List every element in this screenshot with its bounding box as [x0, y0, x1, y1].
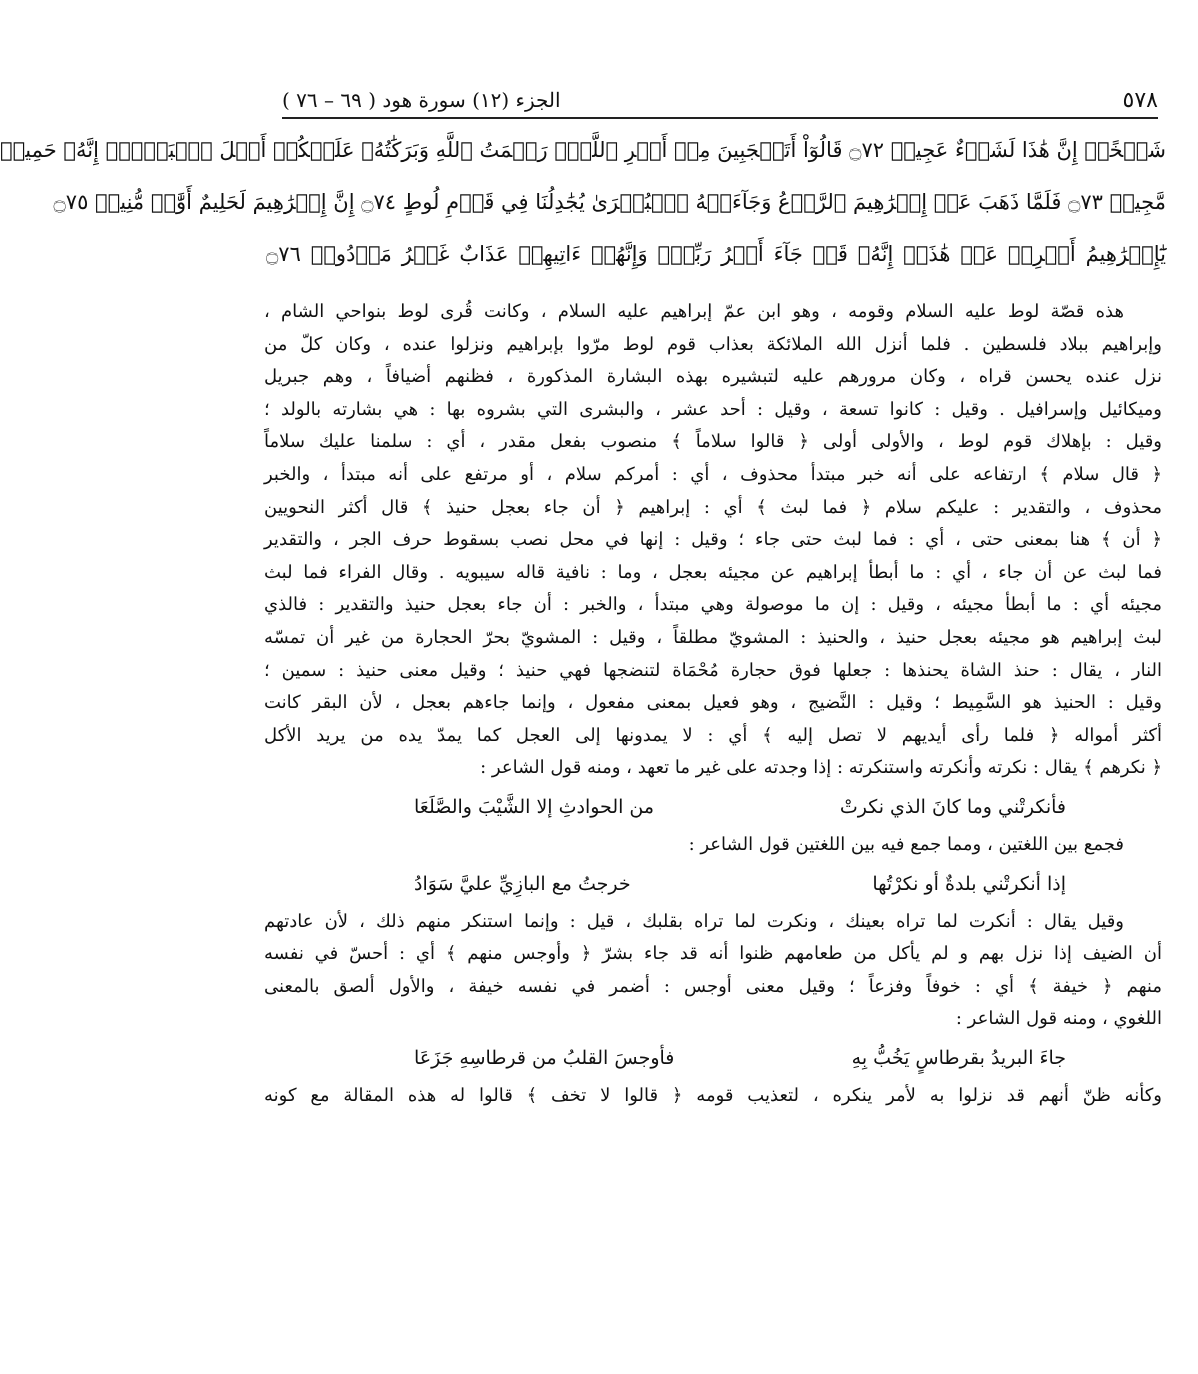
text-line: أكثر أمواله ﴿ فلما رأى أيديهم لا تصل إليه ﴾ أي : لا يمدونها إلى العجل كما يمدّ يده من يريد الأكل: [264, 724, 1162, 746]
poem-hemistich: فأوجسَ القلبُ من قرطاسِهِ جَزَعَا: [414, 1046, 675, 1069]
poem-hemistich: خرجتُ مع البازِيِّ عليَّ سَوَادُ: [414, 872, 631, 895]
text-line: وقيل : الحنيذ هو السَّمِيط ؛ وقيل : النَّضيج ، وهو فعيل بمعنى مفعول ، وإنما جاءهم بعجل ، لأن البقر كانت: [264, 692, 1162, 714]
poem-verse: [264, 862, 1162, 906]
text-line: لبث إبراهيم هو مجيئه بعجل حنيذ ، والحنيذ : المشويّ مطلقاً ، وقيل : المشويّ بحرّ الحجارة من غير أن تمسّه: [264, 626, 1162, 648]
text-line: ﴿ أن ﴾ هنا بمعنى حتى ، أي : فما لبث حتى جاء ؛ وقيل : إنها في محل نصب بسقوط حرف الجر ، والتقدير: [264, 529, 1162, 551]
text-line: فجمع بين اللغتين ، ومما جمع فيه بين اللغتين قول الشاعر :: [688, 833, 1124, 855]
text-line: وميكائيل وإسرافيل . وقيل : كانوا تسعة ، وقيل : أحد عشر ، والبشرى التي بشروه بها : هي بشارته بالولد ؛: [264, 398, 1162, 420]
text-line: أن الضيف إذا نزل بهم و لم يأكل من طعامهم ظنوا أنه قد جاء بشرّ ﴿ وأوجس منهم ﴾ أي : أحسّ في نفسه: [264, 943, 1162, 965]
verse-line: مَّجِيدٞ ۝٧٣ فَلَمَّا ذَهَبَ عَنۡ إِبۡرَٰهِيمَ ٱلرَّوۡعُ وَجَآءَتۡهُ ٱلۡبُشۡرَىٰ يُجَٰدِلُنَا فِي قَوۡمِ لُوطٍ ۝٧٤ إِنَّ إِبۡرَٰهِيمَ لَحَلِيمٌ أَوَّٰهٞ مُّنِيبٞ ۝٧٥: [53, 190, 1166, 214]
quran-verses: [0, 124, 1166, 280]
text-line: نزل عنده يحسن قراه ، وكان مرورهم عليه لتبشيره بهذه البشارة المذكورة ، فظنهم أضيافاً ، وهم جبريل: [264, 366, 1162, 388]
header-rule: [282, 117, 1158, 119]
verse-line: يَٰٓإِبۡرَٰهِيمُ أَعۡرِضۡ عَنۡ هَٰذَآۖ إِنَّهُۥ قَدۡ جَآءَ أَمۡرُ رَبِّكَۖ وَإِنَّهُمۡ ءَاتِيهِمۡ عَذَابٌ غَيۡرُ مَرۡدُودٖ ۝٧٦: [266, 242, 1166, 266]
poem-hemistich: إذا أنكرتْني بلدةٌ أو نكرْتُها: [872, 872, 1066, 895]
text-line: ﴿ قال سلام ﴾ ارتفاعه على أنه خبر مبتدأ محذوف ، أي : أمركم سلام ، أو مرتفع على أنه مبتدأ ، والخبر: [264, 463, 1162, 485]
page-header: [282, 84, 1158, 114]
text-line: مجيئه أي : ما أبطأ مجيئه ، وقيل : إن ما موصولة وهي مبتدأ ، والخبر : أن جاء بعجل حنيذ والتقدير : فالذي: [264, 594, 1162, 616]
text-line: ﴿ نكرهم ﴾ يقال : نكرته وأنكرته واستنكرته : إذا وجدته على غير ما تعهد ، ومنه قول الشاعر :: [480, 757, 1162, 779]
text-line: وكأنه ظنّ أنهم قد نزلوا به لأمر ينكره ، لتعذيب قومه ﴿ قالوا لا تخف ﴾ قالوا له هذه المقالة مع كونه: [264, 1084, 1163, 1106]
poem-verse: [264, 785, 1162, 829]
poem-hemistich: جاءَ البريدُ بقرطاسٍ يَخُبُّ بِهِ: [851, 1046, 1066, 1069]
commentary-body: [264, 296, 1162, 1112]
poem-hemistich: فأنكرتْني وما كانَ الذي نكرتْ: [839, 795, 1066, 818]
poem-verse: [264, 1036, 1162, 1080]
poem-hemistich: من الحوادثِ إلا الشَّيْبَ والصَّلَعَا: [414, 795, 655, 818]
text-line: وقيل يقال : أنكرت لما تراه بعينك ، ونكرت لما تراه بقلبك ، قيل : وإنما استنكر منهم ذلك ، لأن عادتهم: [264, 910, 1124, 932]
text-line: اللغوي ، ومنه قول الشاعر :: [955, 1008, 1162, 1030]
text-line: فما لبث عن أن جاء ، أي : ما أبطأ إبراهيم عن مجيئه بعجل ، وما : نافية قاله سيبويه . وقال الفراء فما لبث: [264, 561, 1162, 583]
page-number: ٥٧٨: [1122, 88, 1158, 113]
text-line: منهم ﴿ خيفة ﴾ أي : خوفاً وفزعاً ؛ وقيل معنى أوجس : أضمر في نفسه خيفة ، والأول ألصق بالمعنى: [264, 975, 1162, 997]
text-line: وقيل : بإهلاك قوم لوط ، والأولى أولى ﴿ قالوا سلاماً ﴾ منصوب بفعل مقدر ، أي : سلمنا عليك سلاماً: [264, 431, 1162, 453]
text-line: النار ، يقال : حنذ الشاة يحنذها : جعلها فوق حجارة مُحْمَاة لتنضجها فهي حنيذ ؛ وقيل معنى حنيذ : سمين ؛: [264, 659, 1162, 681]
running-head: الجزء (١٢) سورة هود ( ٦٩ – ٧٦ ): [282, 88, 561, 112]
text-line: وإبراهيم ببلاد فلسطين . فلما أنزل الله الملائكة بعذاب قوم لوط مرّوا بإبراهيم ونزلوا عنده ، وكان كلّ من: [264, 333, 1162, 355]
text-line: هذه قصّة لوط عليه السلام وقومه ، وهو ابن عمّ إبراهيم عليه السلام ، وكانت قُرى لوط بنواحي الشام ،: [264, 301, 1124, 322]
verse-line: شَيۡخًاۖ إِنَّ هَٰذَا لَشَيۡءٌ عَجِيبٞ ۝٧٢ قَالُوٓاْ أَتَعۡجَبِينَ مِنۡ أَمۡرِ ٱللَّهِۖ رَحۡمَتُ ٱللَّهِ وَبَرَكَٰتُهُۥ عَلَيۡكُمۡ أَهۡلَ ٱلۡبَيۡتِۚ إِنَّهُۥ حَمِيدٞ: [0, 138, 1166, 162]
text-line: محذوف ، والتقدير : عليكم سلام ﴿ فما لبث ﴾ أي : إبراهيم ﴿ أن جاء بعجل حنيذ ﴾ قال أكثر النحويين: [264, 496, 1162, 518]
